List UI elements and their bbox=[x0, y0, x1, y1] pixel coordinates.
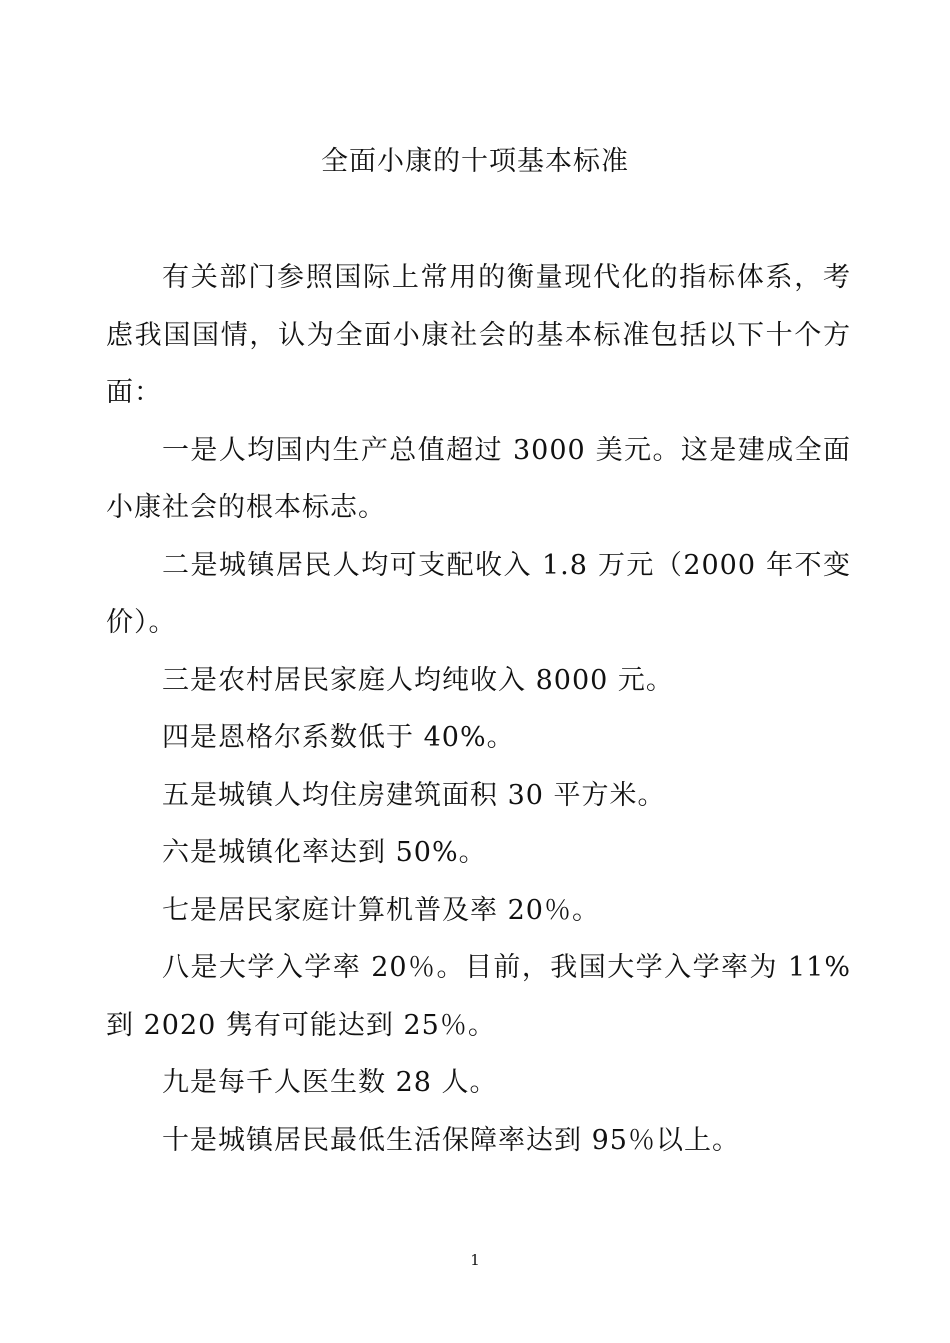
standard-item-5: 五是城镇人均住房建筑面积 30 平方米。 bbox=[162, 779, 666, 811]
standard-item-8: 八是大学入学率 20％。目前，我国大学入学率为 11% 到 2020 隽有可能达到 25％。 bbox=[106, 952, 851, 1041]
standard-item-6: 六是城镇化率达到 50%。 bbox=[162, 837, 487, 868]
document-title: 全面小康的十项基本标准 bbox=[321, 146, 629, 177]
intro-paragraph: 有关部门参照国际上常用的衡量现代化的指标体系，考虑我国国情，认为全面小康社会的基本标准包括以下十个方面： bbox=[106, 262, 851, 408]
document-body bbox=[106, 249, 851, 1169]
standard-item-9: 九是每千人医生数 28 人。 bbox=[162, 1067, 498, 1098]
standard-item-4: 四是恩格尔系数低于 40%。 bbox=[162, 722, 515, 753]
standard-item-2: 二是城镇居民人均可支配收入 1.8 万元（2000 年不变价）。 bbox=[106, 549, 851, 638]
standard-item-1: 一是人均国内生产总值超过 3000 美元。这是建成全面小康社会的根本标志。 bbox=[106, 434, 851, 523]
standard-item-10: 十是城镇居民最低生活保障率达到 95％以上。 bbox=[162, 1124, 740, 1156]
standard-item-7: 七是居民家庭计算机普及率 20％。 bbox=[162, 894, 600, 926]
standard-item-3: 三是农村居民家庭人均纯收入 8000 元。 bbox=[162, 664, 674, 696]
page-number: 1 bbox=[470, 1251, 480, 1269]
